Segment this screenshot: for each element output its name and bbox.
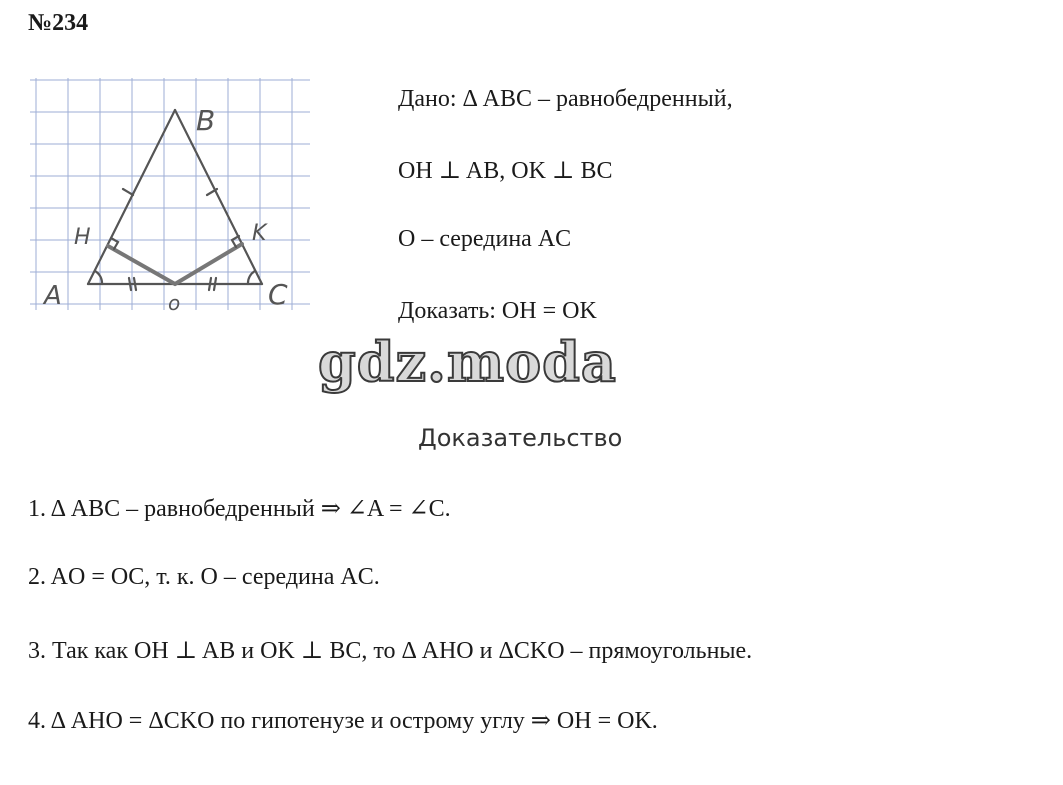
problem-number: №234	[28, 10, 89, 36]
proof-heading: Доказательство	[418, 424, 623, 452]
proof-step-1: 1. Δ ABC – равнобедренный ⇒ ∠A = ∠C.	[28, 496, 451, 522]
label-o: o	[168, 291, 181, 315]
given-line-3: O – середина AC	[398, 226, 572, 252]
prove-statement: Доказать: OH = OK	[398, 298, 597, 324]
proof-step-2: 2. AO = OC, т. к. O – середина AC.	[28, 564, 380, 590]
given-line-1: Дано: Δ ABC – равнобедренный,	[398, 86, 733, 112]
label-a: A	[44, 281, 62, 311]
proof-step-3: 3. Так как OH ⊥ AB и OK ⊥ BC, то Δ AHO и ΔCKO – прямоугольные.	[28, 638, 753, 664]
grid-paper	[30, 78, 310, 310]
proof-step-4: 4. Δ AHO = ΔCKO по гипотенузе и острому углу ⇒ OH = OK.	[28, 708, 658, 734]
triangle-abc	[88, 110, 262, 290]
label-c: C	[268, 278, 288, 311]
triangle-figure	[30, 78, 320, 318]
label-b: B	[196, 104, 216, 137]
label-h: H	[74, 225, 91, 250]
given-line-2: OH ⊥ AB, OK ⊥ BC	[398, 158, 613, 184]
label-k: K	[252, 221, 267, 246]
watermark-logo: gdz.moda	[318, 330, 617, 394]
